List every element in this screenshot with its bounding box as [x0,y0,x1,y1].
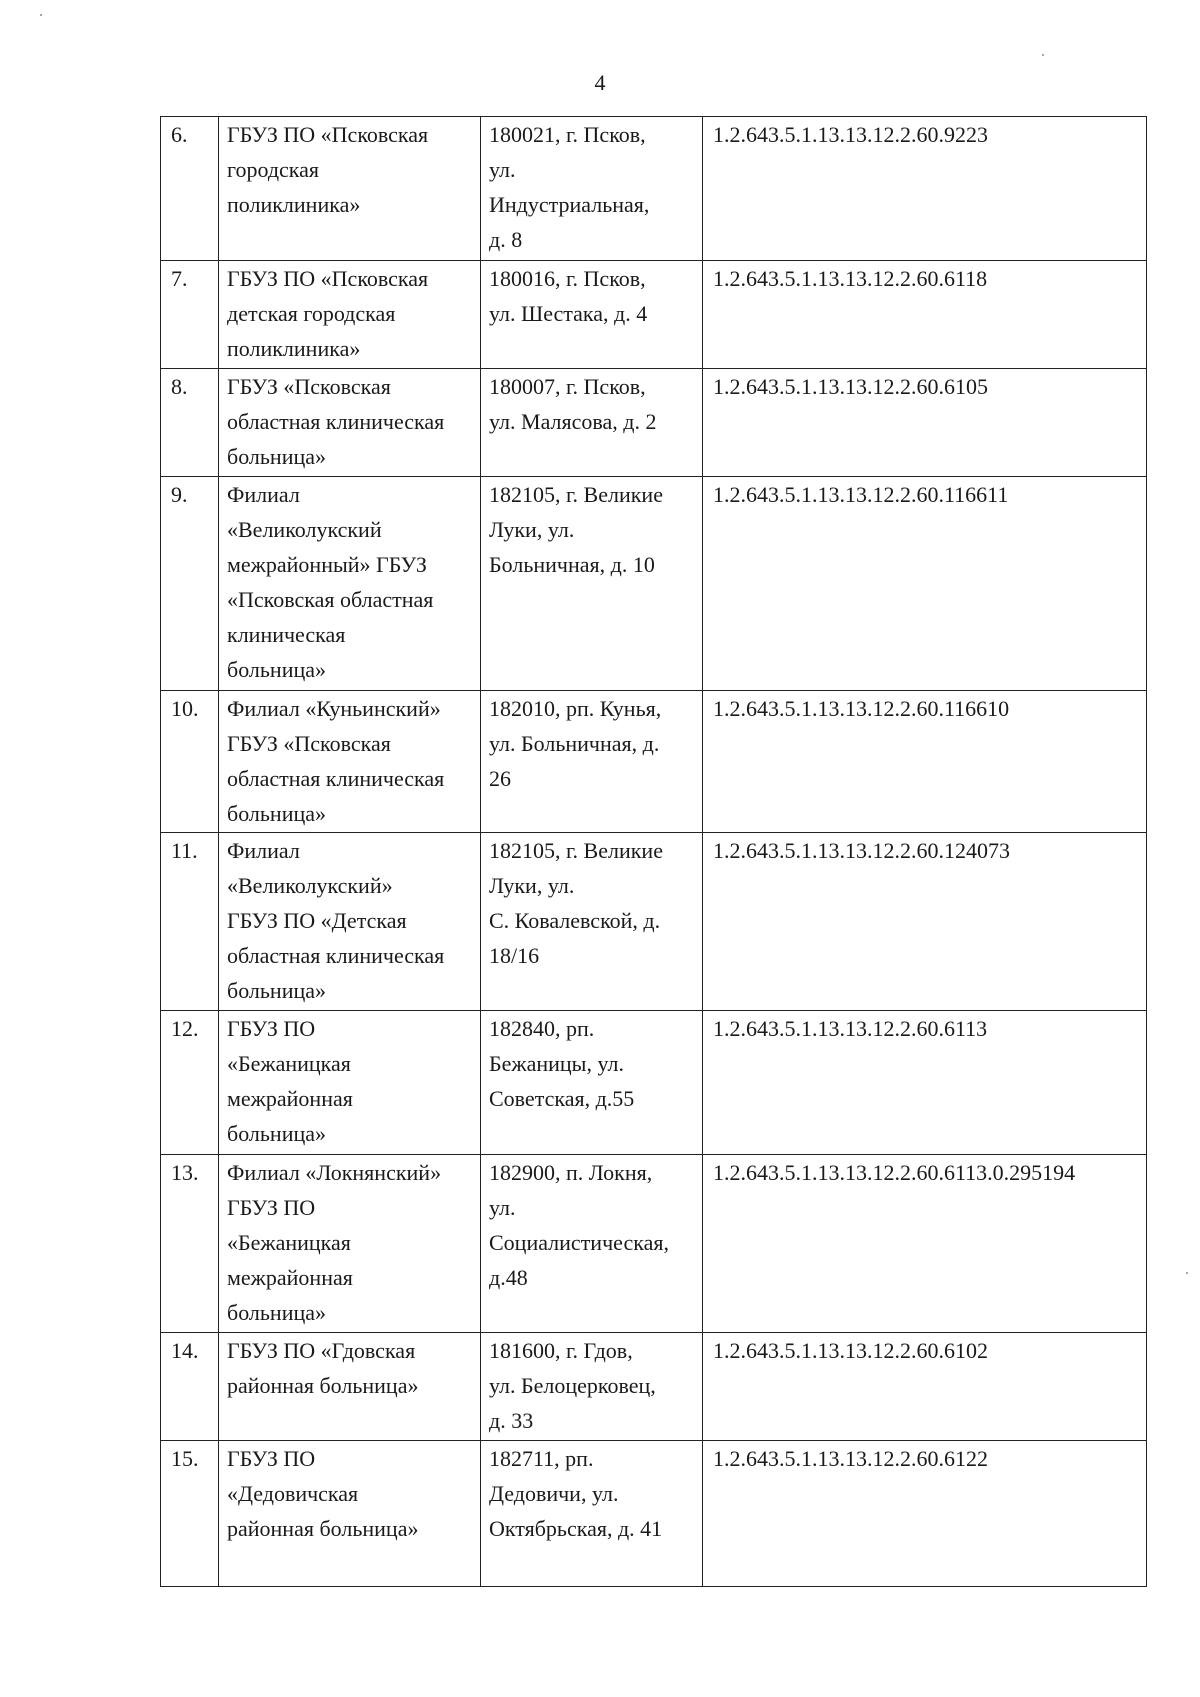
scan-speck [1186,1272,1188,1274]
row-number: 9. [161,477,219,691]
organization-address: 182105, г. Великие Луки, ул. Больничная, д. 10 [481,477,703,691]
organization-oid: 1.2.643.5.1.13.13.12.2.60.6105 [703,369,1147,477]
row-number: 11. [161,833,219,1011]
organization-oid: 1.2.643.5.1.13.13.12.2.60.6113 [703,1011,1147,1155]
row-number: 8. [161,369,219,477]
organization-name: ГБУЗ ПО «Бежаницкая межрайонная больница» [219,1011,481,1155]
table-row [161,1441,1147,1587]
organization-name: ГБУЗ ПО «Псковская детская городская поликлиника» [219,261,481,369]
organization-name: Филиал «Локнянский» ГБУЗ ПО «Бежаницкая межрайонная больница» [219,1155,481,1333]
organization-name: Филиал «Великолукский межрайонный» ГБУЗ «Псковская областная клиническая больница» [219,477,481,691]
row-number: 15. [161,1441,219,1587]
table-row [161,369,1147,477]
row-number: 6. [161,117,219,261]
organization-address: 181600, г. Гдов, ул. Белоцерковец, д. 33 [481,1333,703,1441]
organization-oid: 1.2.643.5.1.13.13.12.2.60.116611 [703,477,1147,691]
table-row [161,261,1147,369]
organization-name: ГБУЗ «Псковская областная клиническая больница» [219,369,481,477]
row-number: 10. [161,691,219,833]
table-row [161,117,1147,261]
organization-oid: 1.2.643.5.1.13.13.12.2.60.116610 [703,691,1147,833]
organization-name: Филиал «Великолукский» ГБУЗ ПО «Детская областная клиническая больница» [219,833,481,1011]
table-row [161,1155,1147,1333]
organization-address: 182900, п. Локня, ул. Социалистическая, д.48 [481,1155,703,1333]
organization-oid: 1.2.643.5.1.13.13.12.2.60.9223 [703,117,1147,261]
page-number: 4 [594,70,606,95]
organization-address: 180021, г. Псков, ул. Индустриальная, д. 8 [481,117,703,261]
organization-name: ГБУЗ ПО «Дедовичская районная больница» [219,1441,481,1587]
table-row [161,691,1147,833]
organization-address: 182840, рп. Бежаницы, ул. Советская, д.55 [481,1011,703,1155]
table-row [161,1011,1147,1155]
row-number: 12. [161,1011,219,1155]
table-row [161,1333,1147,1441]
organization-oid: 1.2.643.5.1.13.13.12.2.60.6122 [703,1441,1147,1587]
table-row [161,833,1147,1011]
scan-speck [1042,54,1044,56]
row-number: 13. [161,1155,219,1333]
organization-name: Филиал «Куньинский» ГБУЗ «Псковская областная клиническая больница» [219,691,481,833]
organization-oid: 1.2.643.5.1.13.13.12.2.60.124073 [703,833,1147,1011]
organization-address: 182711, рп. Дедовичи, ул. Октябрьская, д. 41 [481,1441,703,1587]
organization-oid: 1.2.643.5.1.13.13.12.2.60.6113.0.295194 [703,1155,1147,1333]
organization-address: 180007, г. Псков, ул. Малясова, д. 2 [481,369,703,477]
row-number: 7. [161,261,219,369]
row-number: 14. [161,1333,219,1441]
organization-address: 182105, г. Великие Луки, ул. С. Ковалевской, д. 18/16 [481,833,703,1011]
organization-address: 182010, рп. Кунья, ул. Больничная, д. 26 [481,691,703,833]
organization-name: ГБУЗ ПО «Псковская городская поликлиника» [219,117,481,261]
table-row [161,477,1147,691]
organization-oid: 1.2.643.5.1.13.13.12.2.60.6102 [703,1333,1147,1441]
organization-address: 180016, г. Псков, ул. Шестака, д. 4 [481,261,703,369]
organizations-table [160,116,1147,1587]
scan-speck [40,14,42,16]
organization-name: ГБУЗ ПО «Гдовская районная больница» [219,1333,481,1441]
organization-oid: 1.2.643.5.1.13.13.12.2.60.6118 [703,261,1147,369]
